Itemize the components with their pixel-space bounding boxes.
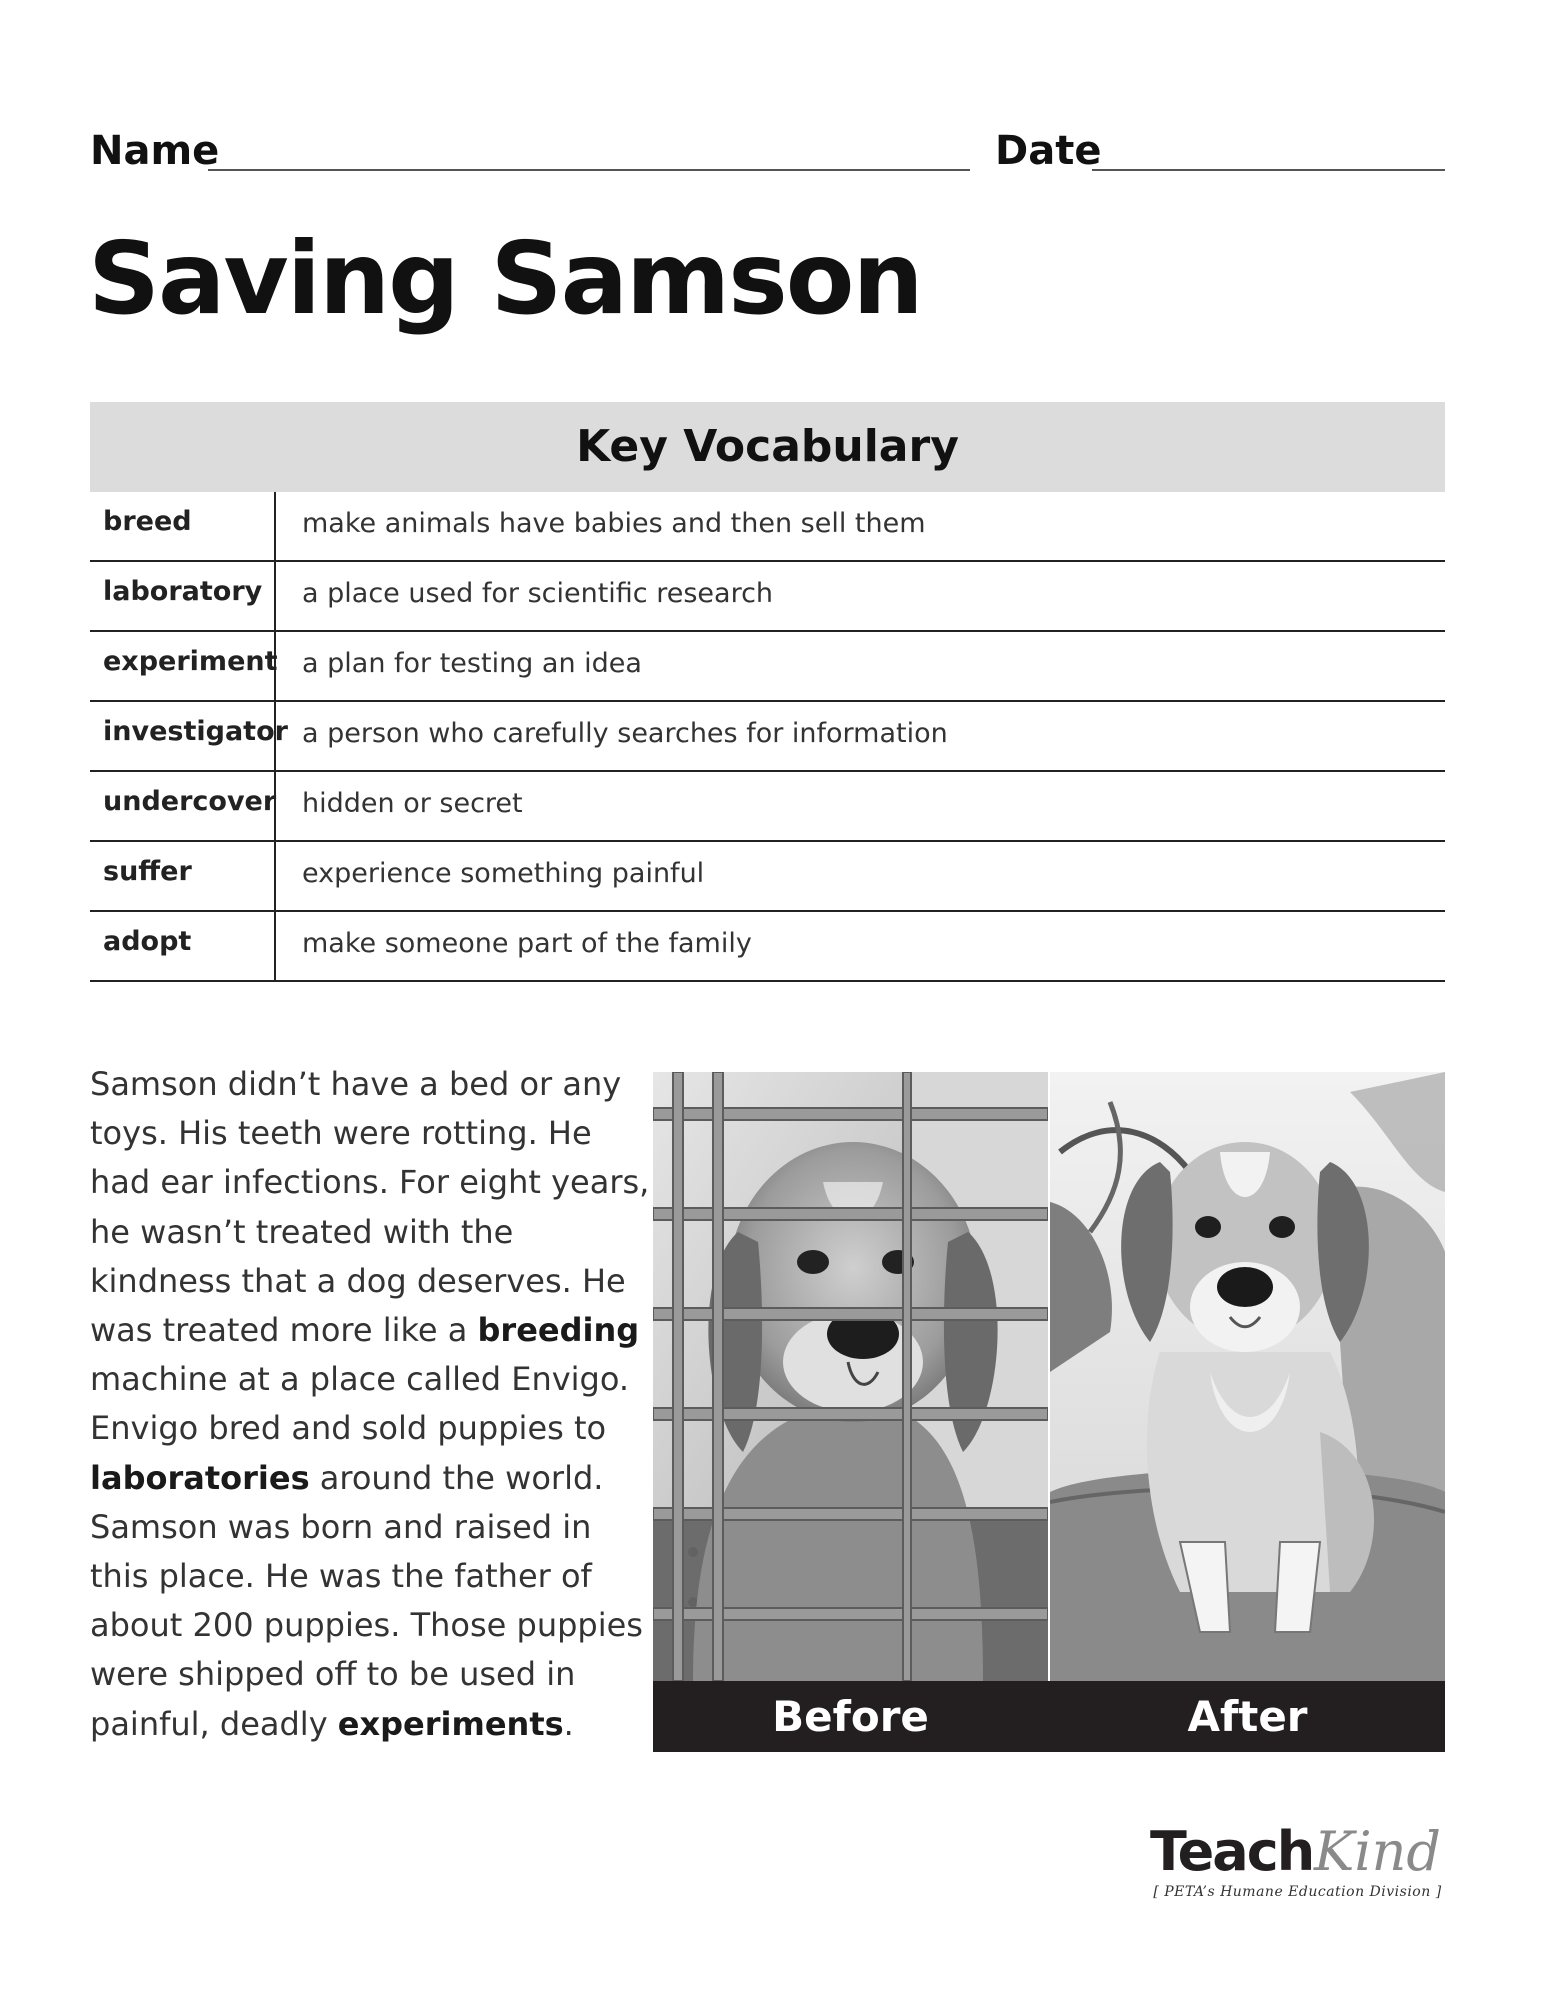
teachkind-logo (1150, 1820, 1450, 1900)
vocab-highlight-laboratories: laboratories (90, 1458, 310, 1497)
vocab-row (90, 632, 1445, 702)
vocab-row (90, 702, 1445, 772)
before-photo-dog-in-cage (653, 1072, 1048, 1681)
date-blank-line[interactable] (1092, 169, 1445, 171)
page-title: Saving Samson (88, 220, 922, 337)
name-label: Name (90, 128, 220, 174)
story-text: . (563, 1704, 574, 1743)
name-date-row (90, 128, 1445, 178)
vocab-definition: a plan for testing an idea (302, 648, 642, 679)
vocab-definition: make animals have babies and then sell them (302, 508, 926, 539)
vocab-row (90, 842, 1445, 912)
vocab-row (90, 492, 1445, 562)
vocab-row (90, 772, 1445, 842)
before-caption: Before (772, 1692, 929, 1741)
vocab-term: suffer (90, 842, 276, 912)
logo-kind-text: Kind (1314, 1820, 1441, 1883)
vocab-term: investigator (90, 702, 276, 772)
photo-caption-bar (653, 1681, 1445, 1752)
vocab-term: adopt (90, 912, 276, 982)
vocab-definition: make someone part of the family (302, 928, 752, 959)
story-paragraph (90, 1060, 650, 1749)
vocab-term: breed (90, 492, 276, 562)
story-text: Samson didn’t have a bed or any toys. His teeth were rotting. He had ear infections. For eight years, he wasn’t treated with the kindness that a dog deserves. He was treated more like a (90, 1065, 650, 1350)
vocab-definition: hidden or secret (302, 788, 523, 819)
vocab-term: undercover (90, 772, 276, 842)
vocab-highlight-breeding: breeding (477, 1311, 640, 1350)
vocab-definition: a person who carefully searches for information (302, 718, 948, 749)
vocab-definition: a place used for scientific research (302, 578, 774, 609)
dog-in-cage-illustration (653, 1072, 1048, 1681)
story-text: around the world. Samson was born and raised in this place. He was the father of about 200 puppies. Those puppies were shipped off to be used in painful, deadly (90, 1458, 643, 1743)
name-blank-line[interactable] (208, 169, 970, 171)
vocab-term: laboratory (90, 562, 276, 632)
after-caption: After (1187, 1692, 1308, 1741)
date-label: Date (995, 128, 1102, 174)
vocab-highlight-experiments: experiments (337, 1704, 564, 1743)
vocabulary-heading: Key Vocabulary (90, 402, 1445, 492)
vocabulary-table (90, 402, 1445, 982)
logo-tagline: [ PETA’s Humane Education Division ] (1153, 1884, 1442, 1900)
vocab-row (90, 912, 1445, 982)
story-text: machine at a place called Envigo. Envigo bred and sold puppies to (90, 1360, 630, 1448)
after-photo-dog-on-chair (1050, 1072, 1445, 1681)
before-after-photos (653, 1072, 1445, 1752)
logo-teach-text: Teach (1150, 1820, 1314, 1883)
dog-on-chair-illustration (1050, 1072, 1445, 1681)
vocab-term: experiment (90, 632, 276, 702)
vocab-row (90, 562, 1445, 632)
vocab-definition: experience something painful (302, 858, 705, 889)
